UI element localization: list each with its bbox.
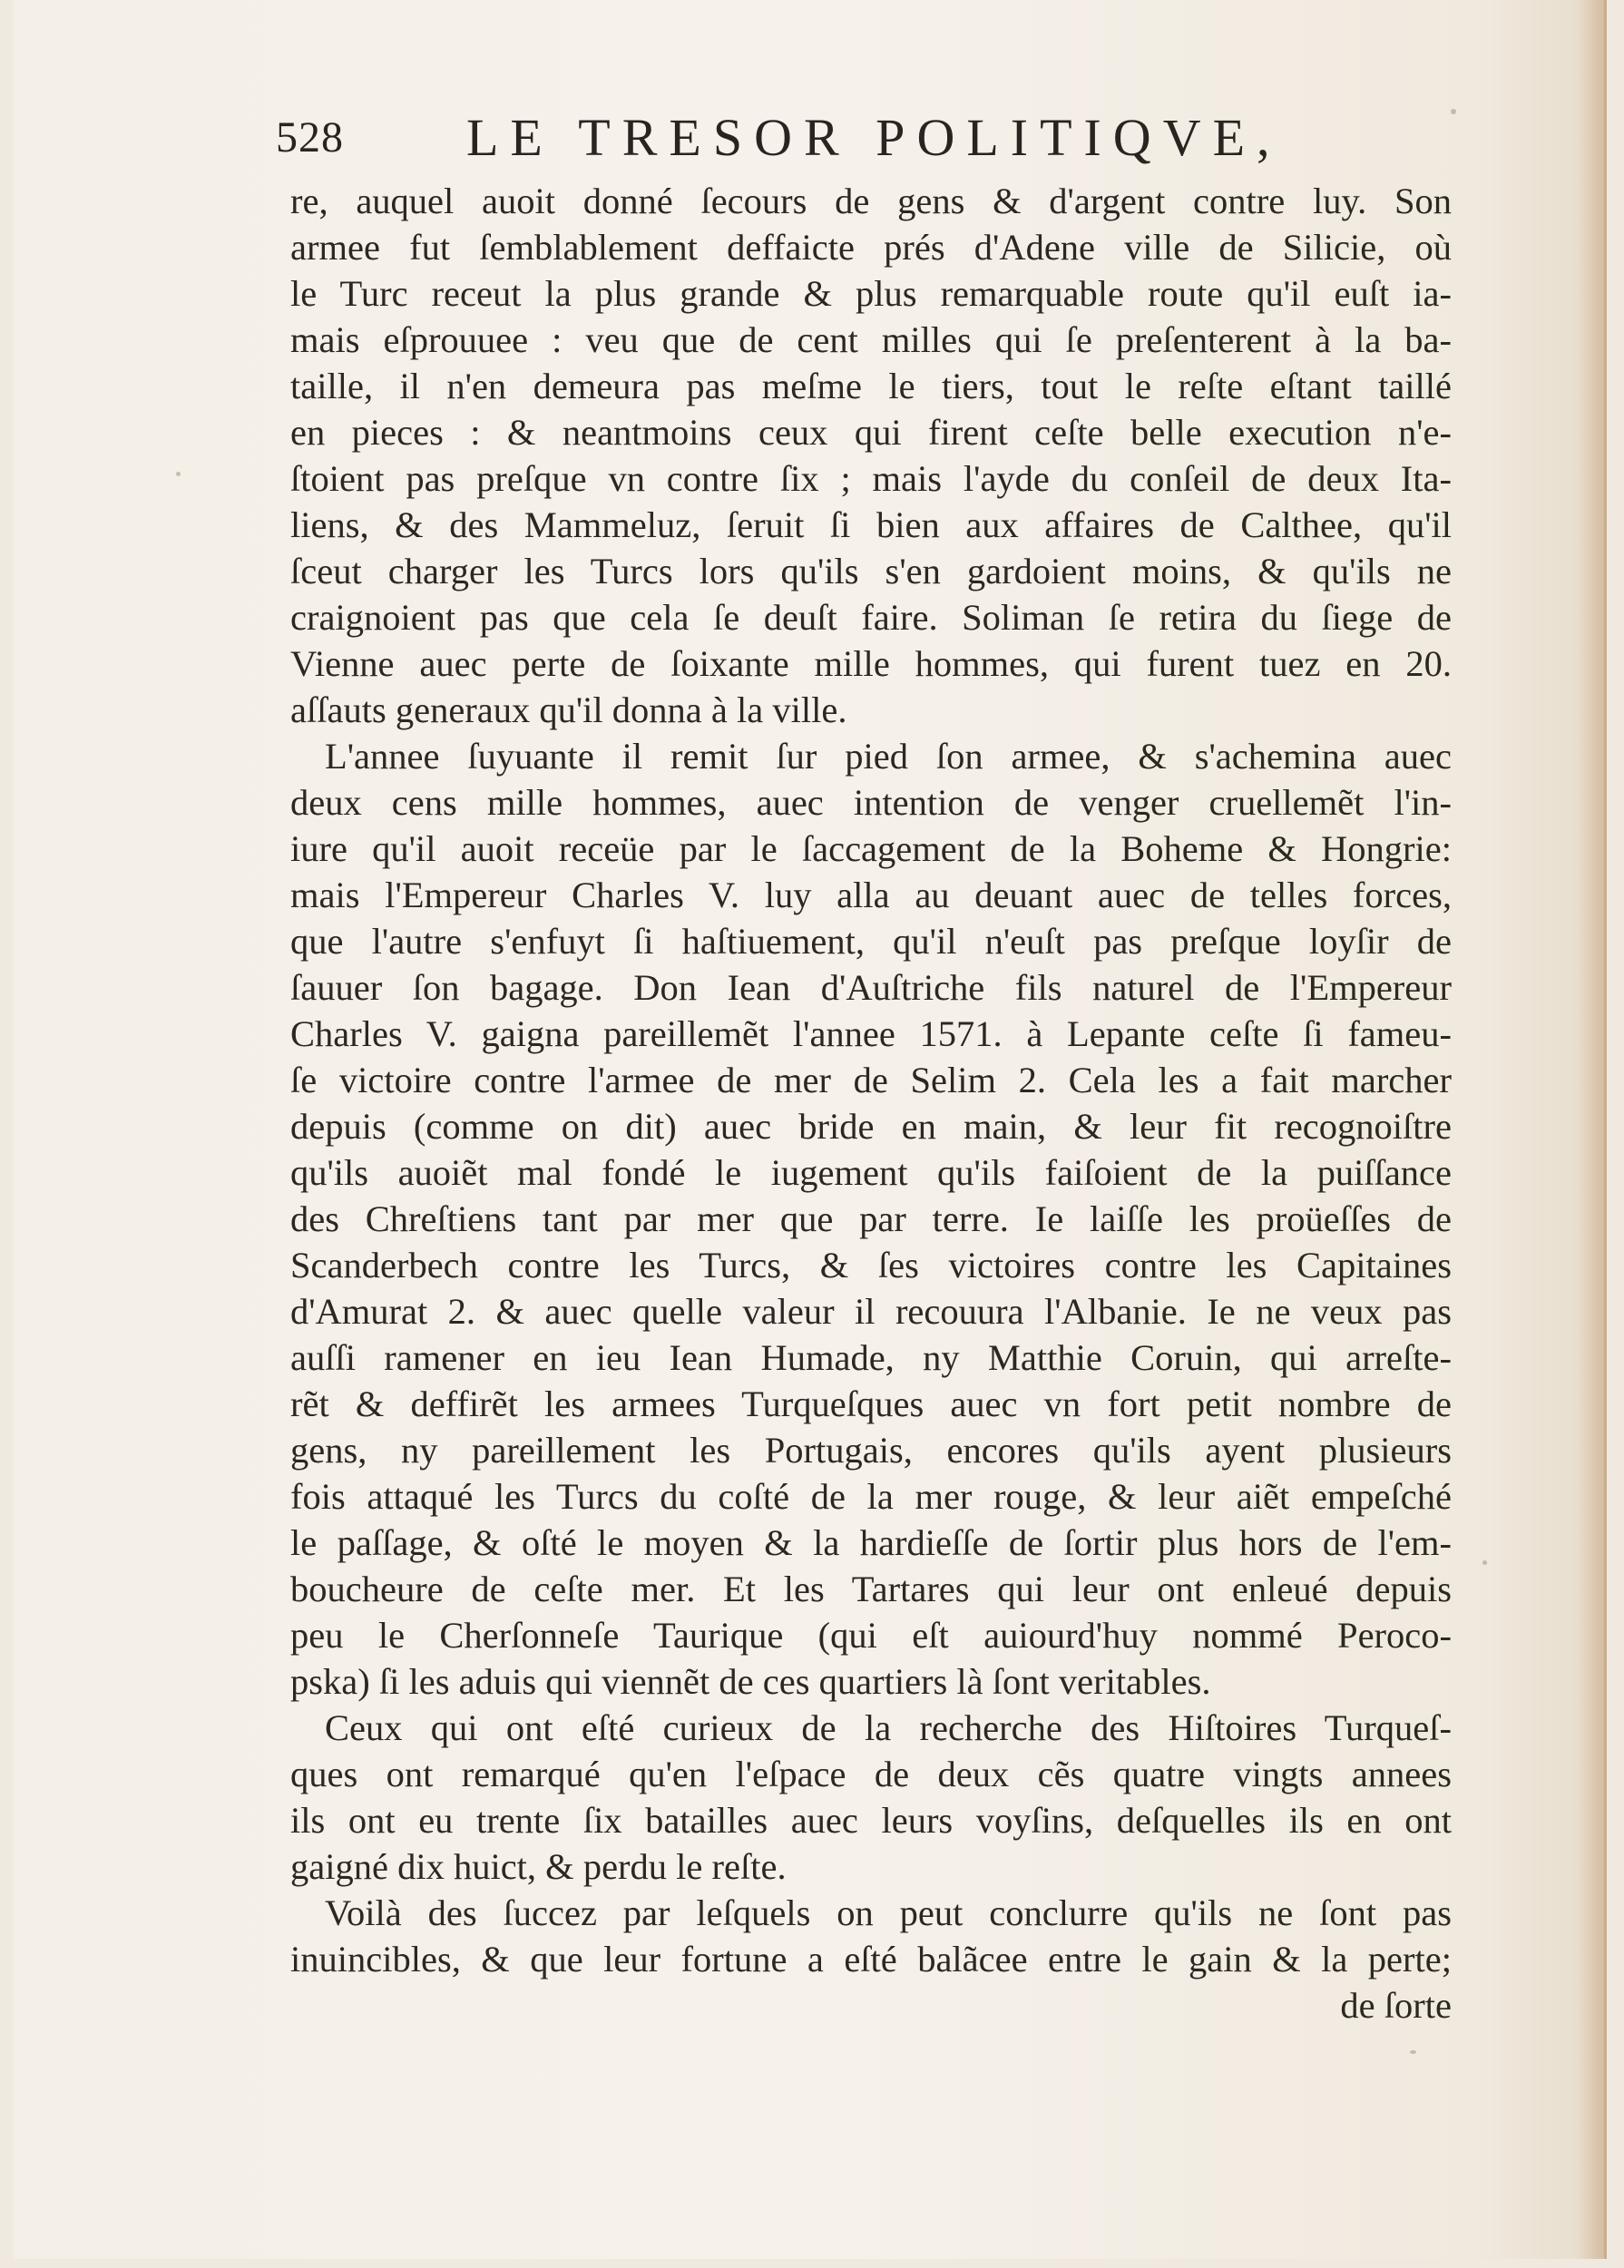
text-line: mais l'Empereur Charles V. luy alla au deuant auec de telles forces, bbox=[290, 875, 1452, 915]
paper-speck bbox=[1451, 109, 1456, 114]
book-page bbox=[13, 0, 1607, 2259]
text-line: que l'autre s'enfuyt ſi haſtiuement, qu'il n'euſt pas preſque loyſir de bbox=[290, 921, 1452, 962]
paper-speck bbox=[1482, 1560, 1487, 1565]
text-line: mais eſprouuee : veu que de cent milles qui ſe preſenterent à la ba- bbox=[290, 319, 1452, 360]
text-line: ſtoient pas preſque vn contre ſix ; mais l'ayde du conſeil de deux Ita- bbox=[290, 458, 1452, 499]
body-text bbox=[290, 178, 1452, 2028]
text-line: deux cens mille hommes, auec intention de venger cruellemẽt l'in- bbox=[290, 782, 1452, 823]
text-line: rẽt & deffirẽt les armees Turqueſques auec vn fort petit nombre de bbox=[290, 1383, 1452, 1424]
page-edge-shadow bbox=[1577, 0, 1604, 2259]
text-line: gaigné dix huict, & perdu le reſte. bbox=[290, 1846, 787, 1887]
text-line: re, auquel auoit donné ſecours de gens & d'argent contre luy. Son bbox=[290, 181, 1452, 221]
text-line: ſe victoire contre l'armee de mer de Selim 2. Cela les a fait marcher bbox=[290, 1060, 1452, 1100]
page-number: 528 bbox=[276, 113, 344, 161]
text-line: des Chreſtiens tant par mer que par terre. Ie laiſſe les proüeſſes de bbox=[290, 1198, 1452, 1239]
text-line: le Turc receut la plus grande & plus remarquable route qu'il euſt ia- bbox=[290, 273, 1452, 314]
text-line: depuis (comme on dit) auec bride en main, & leur fit recognoiſtre bbox=[290, 1106, 1452, 1147]
text-line: inuincibles, & que leur fortune a eſté balãcee entre le gain & la perte; bbox=[290, 1939, 1452, 1980]
text-line: peu le Cherſonneſe Taurique (qui eſt auiourd'huy nommé Peroco- bbox=[290, 1615, 1452, 1656]
text-line: craignoient pas que cela ſe deuſt faire. Soliman ſe retira du ſiege de bbox=[290, 597, 1452, 638]
text-line: gens, ny pareillement les Portugais, encores qu'ils ayent plusieurs bbox=[290, 1430, 1452, 1471]
text-line: iure qu'il auoit receüe par le ſaccagement de la Boheme & Hongrie: bbox=[290, 828, 1452, 869]
paper-speck bbox=[176, 472, 181, 476]
text-line: d'Amurat 2. & auec quelle valeur il recouura l'Albanie. Ie ne veux pas bbox=[290, 1291, 1452, 1332]
text-line: en pieces : & neantmoins ceux qui firent ceſte belle execution n'e- bbox=[290, 412, 1452, 453]
text-line: armee fut ſemblablement deffaicte prés d'Adene ville de Silicie, où bbox=[290, 227, 1452, 268]
text-line: Vienne auec perte de ſoixante mille hommes, qui furent tuez en 20. bbox=[290, 643, 1452, 684]
running-title: LE TRESOR POLITIQVE, bbox=[466, 108, 1282, 167]
paragraph-start-line: L'annee ſuyuante il remit ſur pied ſon armee, & s'achemina auec bbox=[325, 736, 1452, 777]
paragraph-start-line: Ceux qui ont eſté curieux de la recherche des Hiſtoires Turqueſ- bbox=[325, 1707, 1452, 1748]
text-line: ſceut charger les Turcs lors qu'ils s'en gardoient moins, & qu'ils ne bbox=[290, 551, 1452, 591]
text-line: ques ont remarqué qu'en l'eſpace de deux cẽs quatre vingts annees bbox=[290, 1754, 1452, 1794]
text-line: taille, il n'en demeura pas meſme le tiers, tout le reſte eſtant taillé bbox=[290, 366, 1452, 406]
paper-speck bbox=[1410, 2050, 1416, 2054]
catchword: de ſorte bbox=[1340, 1985, 1452, 2026]
text-line: aſſauts generaux qu'il donna à la ville. bbox=[290, 689, 847, 730]
text-line: auſſi ramener en ieu Iean Humade, ny Matthie Coruin, qui arreſte- bbox=[290, 1337, 1452, 1378]
text-line: boucheure de ceſte mer. Et les Tartares qui leur ont enleué depuis bbox=[290, 1569, 1452, 1609]
page-header bbox=[276, 107, 1283, 180]
text-line: Charles V. gaigna pareillemẽt l'annee 1571. à Lepante ceſte ſi fameu- bbox=[290, 1013, 1452, 1054]
text-line: pska) ſi les aduis qui viennẽt de ces quartiers là ſont veritables. bbox=[290, 1661, 1211, 1702]
text-line: liens, & des Mammeluz, ſeruit ſi bien aux affaires de Calthee, qu'il bbox=[290, 504, 1452, 545]
text-line: ils ont eu trente ſix batailles auec leurs voyſins, deſquelles ils en ont bbox=[290, 1800, 1452, 1841]
text-line: ſauuer ſon bagage. Don Iean d'Auſtriche fils naturel de l'Empereur bbox=[290, 967, 1452, 1008]
text-line: Scanderbech contre les Turcs, & ſes victoires contre les Capitaines bbox=[290, 1245, 1452, 1286]
text-line: le paſſage, & oſté le moyen & la hardieſſe de ſortir plus hors de l'em- bbox=[290, 1522, 1452, 1563]
text-line: qu'ils auoiẽt mal fondé le iugement qu'ils faiſoient de la puiſſance bbox=[290, 1152, 1452, 1193]
text-line: fois attaqué les Turcs du coſté de la mer rouge, & leur aiẽt empeſché bbox=[290, 1476, 1452, 1517]
paragraph-start-line: Voilà des ſuccez par leſquels on peut conclurre qu'ils ne ſont pas bbox=[325, 1892, 1452, 1933]
